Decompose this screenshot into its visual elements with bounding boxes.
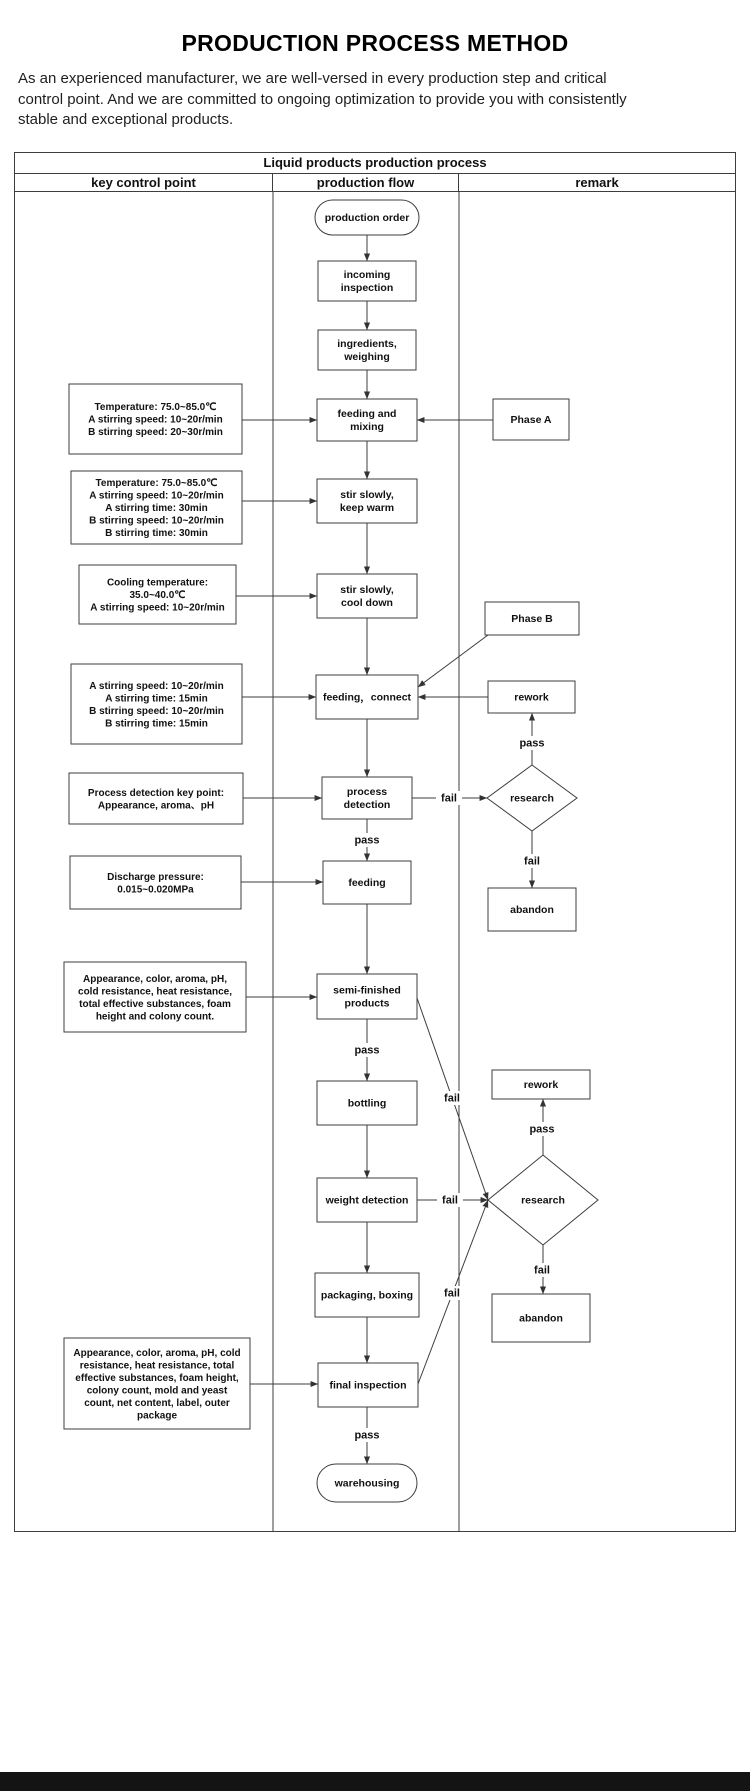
rework-1-label: rework [514, 691, 549, 704]
node-key-keep-warm [71, 471, 242, 544]
node-feeding-and-mixing [317, 399, 417, 441]
intro-paragraph: As an experienced manufacturer, we are well-versed in every production step and critical control point. And we are committed to ongoing optimization to provide you with consistently stable and exceptional products. [18, 70, 627, 129]
key-process-detection-label: Process detection key point: Appearance, aroma、pH [87, 787, 225, 812]
key-final-inspection-label: Appearance, color, aroma, pH, cold resistance, heat resistance, total effective substances, foam height, colony count, mold and yeast count, net content, label, outer package [73, 1347, 241, 1422]
key-cool-down-label: Cooling temperature: 35.0~40.0℃ A stirring speed: 10~20r/min [90, 577, 225, 614]
feeding-label: feeding [348, 877, 386, 889]
key-feeding-mixing-label: Temperature: 75.0~85.0℃ A stirring speed: 10~20r/min B stirring speed: 20~30r/min [88, 402, 223, 438]
node-key-process-detection [69, 773, 243, 824]
node-final-inspection [318, 1363, 418, 1407]
edge-label-research2-to-abandon2: fail [534, 1264, 550, 1277]
node-process-detection [322, 777, 412, 819]
flowchart-area [15, 192, 735, 1531]
stir-slowly-keep-warm-shape [317, 479, 417, 523]
packaging-boxing-label: packaging, boxing [320, 1289, 414, 1302]
node-production-order [315, 200, 419, 235]
incoming-inspection-label: incoming inspection [340, 269, 394, 294]
key-keep-warm-label: Temperature: 75.0~85.0℃ A stirring speed: 10~20r/min A stirring time: 30min B stirring speed: 10~20r/min B stirring time: 30min [89, 478, 224, 539]
node-feeding-connect [316, 675, 418, 719]
process-table [14, 152, 736, 1532]
weight-detection-label: weight detection [325, 1194, 409, 1207]
abandon-1-label: abandon [510, 904, 554, 916]
edge-label-final-inspection-to-warehousing: pass [354, 1429, 380, 1442]
feeding-and-mixing-label: feeding and mixing [337, 408, 397, 433]
node-ingredients-weighing [318, 330, 416, 370]
process-detection-label: process detection [343, 786, 391, 811]
production-order-label: production order [324, 212, 410, 224]
ingredients-weighing-shape [318, 330, 416, 370]
table-header-row [15, 174, 735, 192]
column-header-key-control-point: key control point [15, 174, 273, 191]
final-inspection-label: final inspection [329, 1379, 407, 1392]
rework-2-label: rework [523, 1079, 559, 1091]
node-phase-b [485, 602, 579, 635]
column-header-production-flow: production flow [273, 174, 459, 191]
node-rework-2 [492, 1070, 590, 1099]
node-research-2 [488, 1155, 598, 1245]
node-bottling [317, 1081, 417, 1125]
feeding-connect-label: feeding，connect [322, 691, 412, 704]
feeding-and-mixing-shape [317, 399, 417, 441]
edge-label-weight-detection-to-research2: fail [442, 1194, 458, 1207]
node-phase-a [493, 399, 569, 440]
node-stir-slowly-keep-warm [317, 479, 417, 523]
node-packaging-boxing [315, 1273, 419, 1317]
edge-label-semi-finished-to-research2: fail [444, 1092, 460, 1105]
node-rework-1 [488, 681, 575, 713]
edge-label-process-detection-to-feeding: pass [354, 834, 380, 847]
semi-finished-products-label: semi-finished products [333, 984, 401, 1010]
node-key-feeding [70, 856, 241, 909]
key-semi-finished-label: Appearance, color, aroma, pH, cold resistance, heat resistance, total effective substances, foam height and colony count. [78, 973, 232, 1023]
node-incoming-inspection [318, 261, 416, 301]
semi-finished-products-shape [317, 974, 417, 1019]
stir-slowly-cool-down-shape [317, 574, 417, 618]
edge-label-research2-to-rework2: pass [529, 1123, 555, 1136]
ingredients-weighing-label: ingredients, weighing [337, 338, 397, 363]
node-warehousing [317, 1464, 417, 1502]
abandon-2-label: abandon [519, 1312, 563, 1325]
edge-label-process-detection-to-research1: fail [441, 792, 457, 805]
phase-b-label: Phase B [511, 613, 553, 625]
node-key-feeding-mixing [69, 384, 242, 454]
next-section-strip [0, 1772, 750, 1791]
node-abandon-1 [488, 888, 576, 931]
stir-slowly-keep-warm-label: stir slowly, keep warm [339, 489, 395, 514]
flowchart-svg [15, 192, 735, 1531]
node-key-final-inspection [64, 1338, 250, 1429]
table-title: Liquid products production process [15, 153, 735, 174]
edge-label-research1-to-rework1: pass [519, 737, 545, 750]
edge-label-research1-to-abandon1: fail [524, 855, 540, 868]
incoming-inspection-shape [318, 261, 416, 301]
node-abandon-2 [492, 1294, 590, 1342]
node-feeding [323, 861, 411, 904]
phase-a-label: Phase A [510, 414, 552, 426]
edge-label-semi-finished-to-bottling: pass [354, 1044, 380, 1057]
warehousing-label: warehousing [334, 1477, 400, 1490]
node-key-semi-finished [64, 962, 246, 1032]
research-1-label: research [510, 792, 554, 805]
stir-slowly-cool-down-label: stir slowly, cool down [340, 584, 394, 609]
node-key-cool-down [79, 565, 236, 624]
process-detection-shape [322, 777, 412, 819]
column-header-remark: remark [575, 175, 619, 190]
key-feeding-label: Discharge pressure: 0.015~0.020MPa [107, 871, 204, 896]
research-2-label: research [521, 1194, 565, 1207]
node-stir-slowly-cool-down [317, 574, 417, 618]
edge-phase-b-to-feeding-connect [418, 635, 488, 687]
node-semi-finished-products [317, 974, 417, 1019]
edge-label-final-inspection-to-research2: fail [444, 1287, 460, 1300]
node-key-feeding-connect [71, 664, 242, 744]
key-feeding-connect-label: A stirring speed: 10~20r/min A stirring time: 15min B stirring speed: 10~20r/min B stirring time: 15min [89, 680, 224, 730]
node-weight-detection [317, 1178, 417, 1222]
node-research-1 [487, 765, 577, 831]
bottling-label: bottling [347, 1097, 387, 1110]
page-title: PRODUCTION PROCESS METHOD [181, 30, 569, 56]
